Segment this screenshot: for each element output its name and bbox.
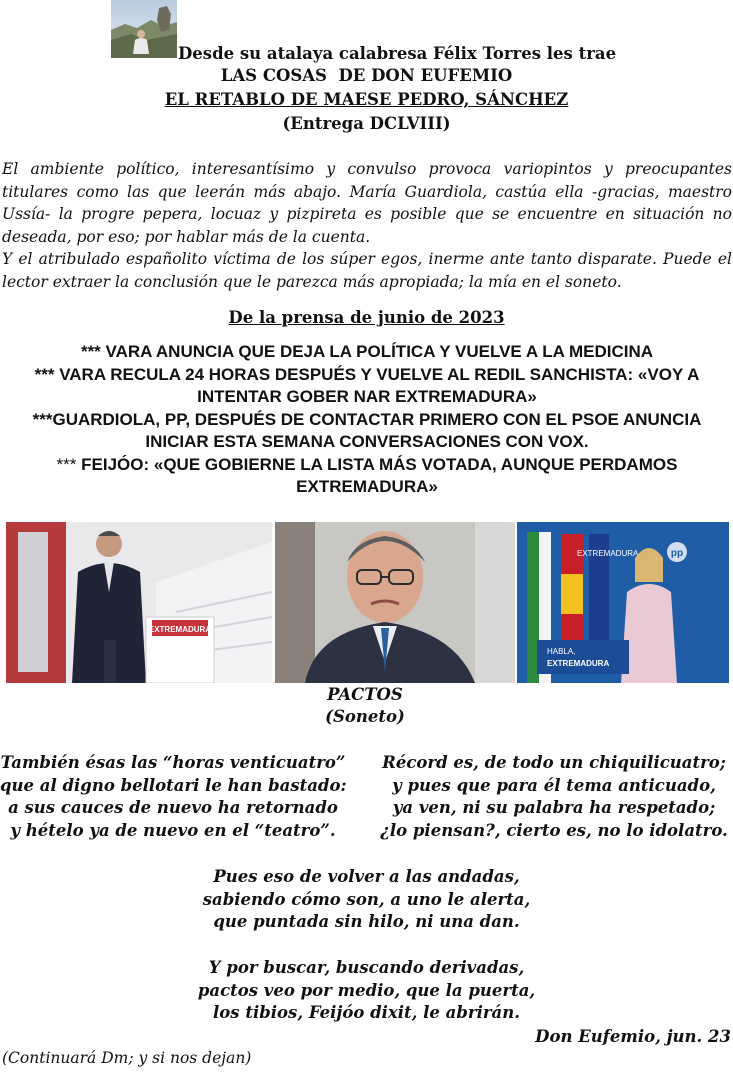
tercet-1 <box>0 866 733 934</box>
headline-text: FEIJÓO: «QUE GOBIERNE LA LISTA MÁS VOTADA, AUNQUE PERDAMOS EXTREMADURA» <box>76 454 678 496</box>
photo-speaker-with-flags <box>517 522 729 683</box>
verse-line: Récord es, de todo un chiquilicuatro; <box>382 753 726 772</box>
intro-paragraph-1: El ambiente político, interesantísimo y convulso provoca variopintos y preocupantes titulares como las que leerán más abajo. María Guardiola, castúa ella -gracias, maestro Ussía- la progre pepera, locuaz y pizpireta es posible que se encuentre en situación no deseada, por eso; por hablar más de la cuenta. <box>2 160 732 246</box>
headline-item <box>2 364 732 409</box>
photo-speaker-at-podium <box>6 522 272 683</box>
headline-text: VARA ANUNCIA QUE DEJA LA POLÍTICA Y VUELVE A LA MEDICINA <box>100 342 654 361</box>
photo-politician-portrait <box>275 522 515 683</box>
backdrop-sign-text: EXTREMADURA <box>577 549 639 558</box>
header-intro-line: Desde su atalaya calabresa Félix Torres les trae <box>178 44 617 63</box>
party-logo-text: pp <box>670 548 684 559</box>
headline-list <box>2 341 732 499</box>
headline-item <box>2 409 732 454</box>
headline-text: VARA RECULA 24 HORAS DESPUÉS Y VUELVE AL REDIL SANCHISTA: «VOY A INTENTAR GOBER NAR EXTREMADURA» <box>54 364 700 406</box>
headline-bullet: *** <box>56 454 77 474</box>
verse-line: ¿lo piensan?, cierto es, no lo idolatro. <box>380 821 728 841</box>
signature: Don Eufemio, jun. 23 <box>535 1027 731 1046</box>
intro-paragraph-2: Y el atribulado españolito víctima de los súper egos, inerme ante tanto disparate. Puede el lector extraer la conclusión que le parezca más apropiada; la mía en el soneto. <box>2 250 732 291</box>
sonnet-subtitle: (Soneto) <box>325 707 405 726</box>
article-title: EL RETABLO DE MAESE PEDRO, SÁNCHEZ <box>164 90 569 109</box>
podium-text-line2: EXTREMADURA <box>547 659 610 668</box>
headline-text: GUARDIOLA, PP, DESPUÉS DE CONTACTAR PRIMERO CON EL PSOE ANUNCIA INICIAR ESTA SEMANA CONVERSACIONES CON VOX. <box>52 409 702 451</box>
podium-text-line1: HABLA, <box>547 647 576 656</box>
headline-bullet: *** <box>80 342 101 361</box>
sonnet-title: PACTOS <box>327 685 403 704</box>
verse-line: pactos veo por medio, que la puerta, <box>197 980 536 1000</box>
headline-item <box>2 454 732 499</box>
series-title: LAS COSAS DE DON EUFEMIO <box>220 66 513 85</box>
verse-line: También ésas las “horas venticuatro” <box>0 753 346 772</box>
tercet-2 <box>0 957 733 1025</box>
verse-line: que al digno bellotari le han bastado: <box>0 775 347 795</box>
headline-bullet: *** <box>34 364 55 384</box>
verse-line: sabiendo cómo son, a uno le alerta, <box>202 889 531 909</box>
issue-number: (Entrega DCLVIII) <box>282 114 451 133</box>
quatrain-2 <box>378 752 730 843</box>
intro-text <box>2 158 732 293</box>
verse-line: ya ven, ni su palabra ha respetado; <box>392 798 716 818</box>
author-photo <box>111 0 177 58</box>
press-section-title: De la prensa de junio de 2023 <box>228 308 505 327</box>
verse-line: y pues que para él tema anticuado, <box>392 775 716 795</box>
verse-line: que puntada sin hilo, ni una dan. <box>213 912 520 932</box>
quatrain-1 <box>0 752 346 843</box>
verse-line: y hételo ya de nuevo en el “teatro”. <box>10 821 336 841</box>
footer-note: (Continuará Dm; y si nos dejan) <box>2 1049 252 1067</box>
headline-item <box>2 341 732 364</box>
verse-line: Pues eso de volver a las andadas, <box>213 867 520 886</box>
verse-line: Y por buscar, buscando derivadas, <box>208 958 525 977</box>
verse-line: los tibios, Feijóo dixit, le abrirán. <box>213 1003 520 1023</box>
verse-line: a sus cauces de nuevo ha retornado <box>8 798 338 818</box>
podium-sign-text: EXTREMADURA <box>148 625 212 634</box>
headline-bullet: *** <box>32 409 53 429</box>
